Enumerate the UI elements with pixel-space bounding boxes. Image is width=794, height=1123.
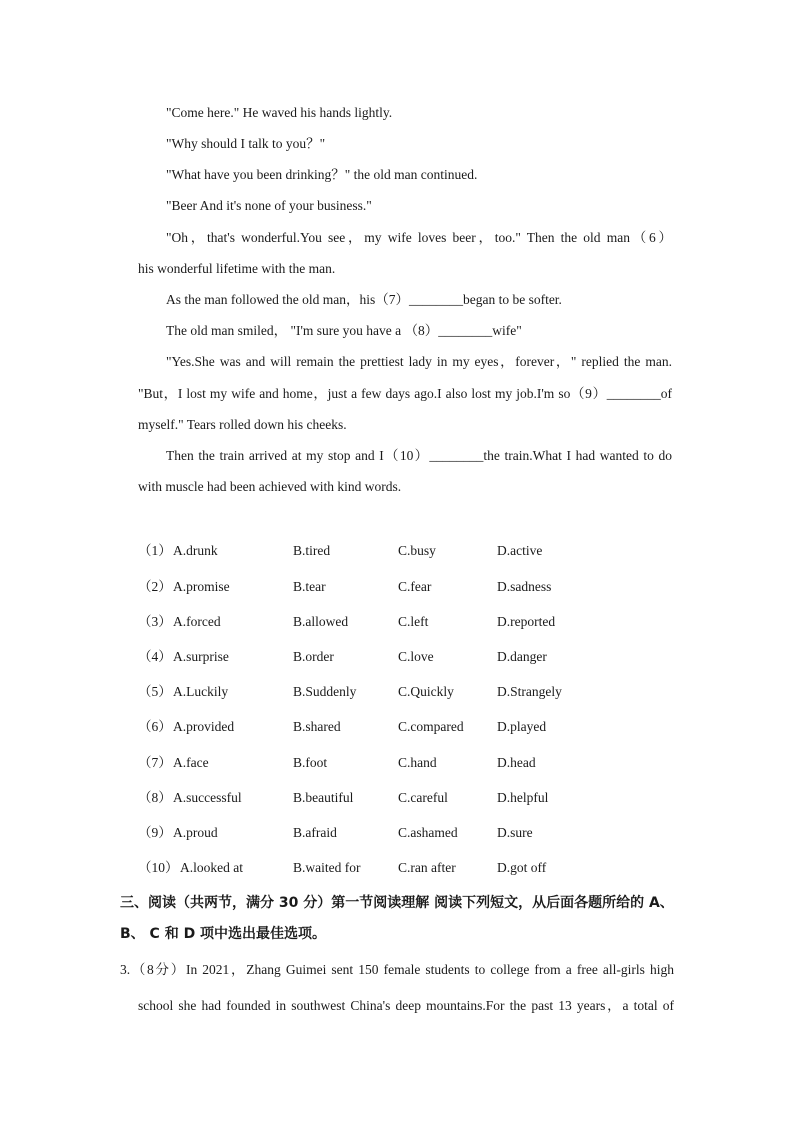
passage-line-8: The old man smiled， "I'm sure you have a （8）________wife" [166,323,522,338]
passage-line-13: with muscle had been achieved with kind words. [138,479,402,494]
option-d: D.head [497,755,536,770]
option-b: B.allowed [293,614,349,629]
option-b: B.waited for [293,860,361,875]
question-3-line-1: 3.（8分）In 2021，Zhang Guimei sent 150 female students to college from a free all-girls high [120,962,674,977]
option-c: C.busy [398,543,436,558]
option-a: A.provided [173,719,235,734]
option-b: B.Suddenly [293,684,357,699]
section-heading-line-1: 三、阅读（共两节，满分 30 分）第一节阅读理解 阅读下列短文，从后面各题所给的 A、 [120,895,674,911]
option-a: A.drunk [173,543,218,558]
option-a: A.face [173,755,209,770]
passage-line-1: "Come here." He waved his hands lightly. [166,105,393,120]
question-3-line-2: school she had founded in southwest China's deep mountains.For the past 13 years，a total of [138,998,674,1013]
passage-line-2: "Why should I talk to you？" [166,136,326,151]
option-a: A.proud [173,825,218,840]
option-c: C.left [398,614,429,629]
passage-line-6: his wonderful lifetime with the man. [138,261,336,276]
option-d: D.sadness [497,579,552,594]
option-b: B.shared [293,719,341,734]
passage-line-5: "Oh，that's wonderful.You see，my wife loves beer，too." Then the old man（6） [166,230,672,245]
option-number: （3） [138,614,172,629]
option-c: C.ashamed [398,825,458,840]
option-b: B.afraid [293,825,337,840]
option-number: （8） [138,790,172,805]
option-b: B.beautiful [293,790,354,805]
option-b: B.tear [293,579,326,594]
option-b: B.foot [293,755,328,770]
option-number: （2） [138,579,172,594]
option-number: （5） [138,684,172,699]
passage-line-12: Then the train arrived at my stop and I（10）________the train.What I had wanted to do [166,448,672,463]
option-number: （7） [138,755,172,770]
passage-line-11: myself." Tears rolled down his cheeks. [138,417,347,432]
option-a: A.looked at [180,860,243,875]
option-c: C.ran after [398,860,456,875]
option-c: C.fear [398,579,432,594]
option-c: C.love [398,649,434,664]
passage-line-7: As the man followed the old man，his（7）________began to be softer. [166,292,562,307]
option-d: D.danger [497,649,547,664]
option-number: （9） [138,825,172,840]
option-d: D.reported [497,614,556,629]
option-d: D.active [497,543,543,558]
passage-line-10: "But，I lost my wife and home，just a few days ago.I also lost my job.I'm so（9）________of [138,386,672,401]
option-b: B.tired [293,543,331,558]
option-number: （1） [138,543,172,558]
passage-line-9: "Yes.She was and will remain the prettiest lady in my eyes，forever，" replied the man. [166,354,672,369]
option-a: A.successful [173,790,242,805]
option-number: （6） [138,719,172,734]
passage-line-4: "Beer And it's none of your business." [166,198,372,213]
option-number: （10） [138,860,179,875]
option-d: D.got off [497,860,547,875]
option-a: A.forced [173,614,221,629]
option-a: A.promise [173,579,230,594]
option-d: D.helpful [497,790,549,805]
option-b: B.order [293,649,334,664]
option-c: C.hand [398,755,437,770]
option-d: D.played [497,719,547,734]
option-number: （4） [138,649,172,664]
option-c: C.careful [398,790,448,805]
option-d: D.sure [497,825,533,840]
section-heading-line-2: B、 C 和 D 项中选出最佳选项。 [120,926,327,942]
option-c: C.Quickly [398,684,454,699]
option-a: A.surprise [173,649,229,664]
option-a: A.Luckily [173,684,229,699]
option-c: C.compared [398,719,464,734]
option-d: D.Strangely [497,684,562,699]
passage-line-3: "What have you been drinking？" the old man continued. [166,167,478,182]
